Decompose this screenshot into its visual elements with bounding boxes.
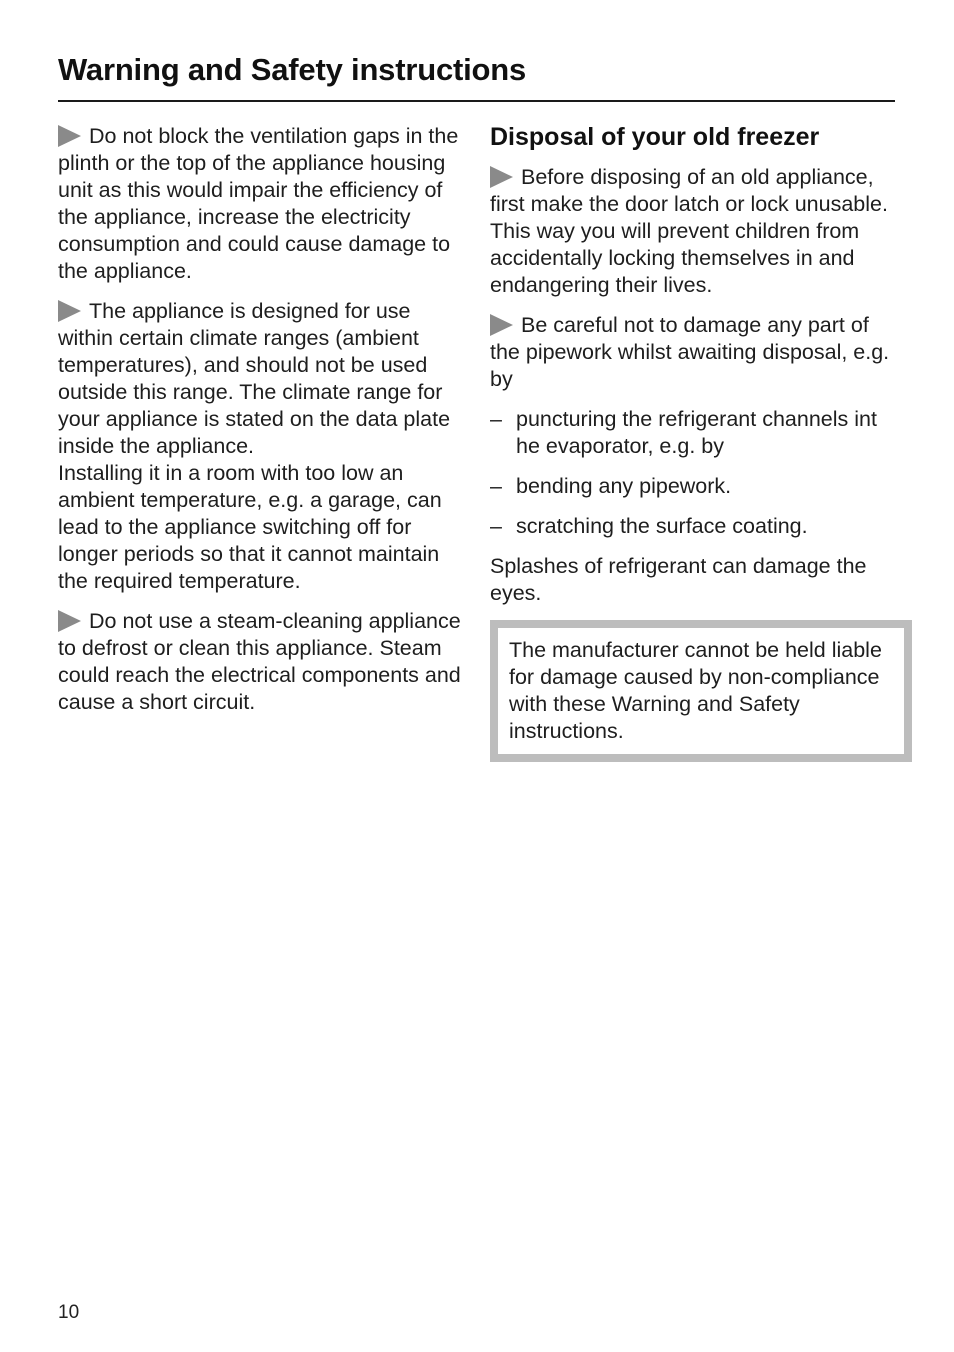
disposal-paragraph-pipework (490, 312, 898, 393)
dash-mark: – (490, 514, 502, 538)
warning-continuation: Installing it in a room with too low an ambient temperature, e.g. a garage, can lead to the appliance switching off for longer periods so that it cannot maintain the required temperature. (58, 461, 442, 593)
arrow-right-icon (490, 314, 513, 336)
title-divider (58, 100, 895, 102)
list-item-text: bending any pipework. (516, 474, 732, 498)
warning-paragraph-climate (58, 298, 468, 460)
dash-mark: – (490, 407, 502, 431)
arrow-right-icon (58, 610, 81, 632)
disposal-continuation: This way you will prevent children from accidentally locking themselves in and endangering their lives. (490, 219, 860, 297)
warning-paragraph-ventilation (58, 123, 468, 285)
refrigerant-warning: Splashes of refrigerant can damage the eyes. (490, 554, 867, 605)
arrow-right-icon (58, 125, 81, 147)
disposal-text: Be careful not to damage any part of the pipework whilst awaiting disposal, e.g. by (490, 313, 890, 391)
list-item-text: puncturing the refrigerant channels int he evaporator, e.g. by (516, 407, 877, 458)
list-item (490, 473, 898, 500)
liability-note-box (490, 620, 912, 762)
list-item-text: scratching the surface coating. (516, 514, 808, 538)
warning-text: Do not use a steam-cleaning appliance to defrost or clean this appliance. Steam could reach the electrical components and cause a short circuit. (58, 609, 461, 714)
section-heading: Disposal of your old freezer (490, 123, 820, 151)
liability-note-text: The manufacturer cannot be held liable for damage caused by non-compliance with these Warning and Safety instructions. (509, 638, 882, 743)
list-item (490, 513, 898, 540)
warning-text: Do not block the ventilation gaps in the plinth or the top of the appliance housing unit as this would impair the efficiency of the appliance, increase the electricity consumption and could cause damage to the appliance. (58, 124, 459, 283)
disposal-text: Before disposing of an old appliance, first make the door latch or lock unusable. (490, 165, 888, 216)
page-title: Warning and Safety instructions (58, 52, 527, 87)
warning-text: The appliance is designed for use within certain climate ranges (ambient temperatures), and should not be used outside this range. The climate range for your appliance is stated on the data plate inside the appliance. (58, 299, 451, 458)
right-column (490, 123, 898, 762)
arrow-right-icon (490, 166, 513, 188)
disposal-paragraph-latch (490, 164, 898, 218)
dash-mark: – (490, 474, 502, 498)
left-column (58, 123, 468, 729)
page-number: 10 (58, 1302, 80, 1323)
dash-list (490, 406, 898, 540)
warning-paragraph-steam (58, 608, 468, 716)
arrow-right-icon (58, 300, 81, 322)
list-item (490, 406, 898, 460)
